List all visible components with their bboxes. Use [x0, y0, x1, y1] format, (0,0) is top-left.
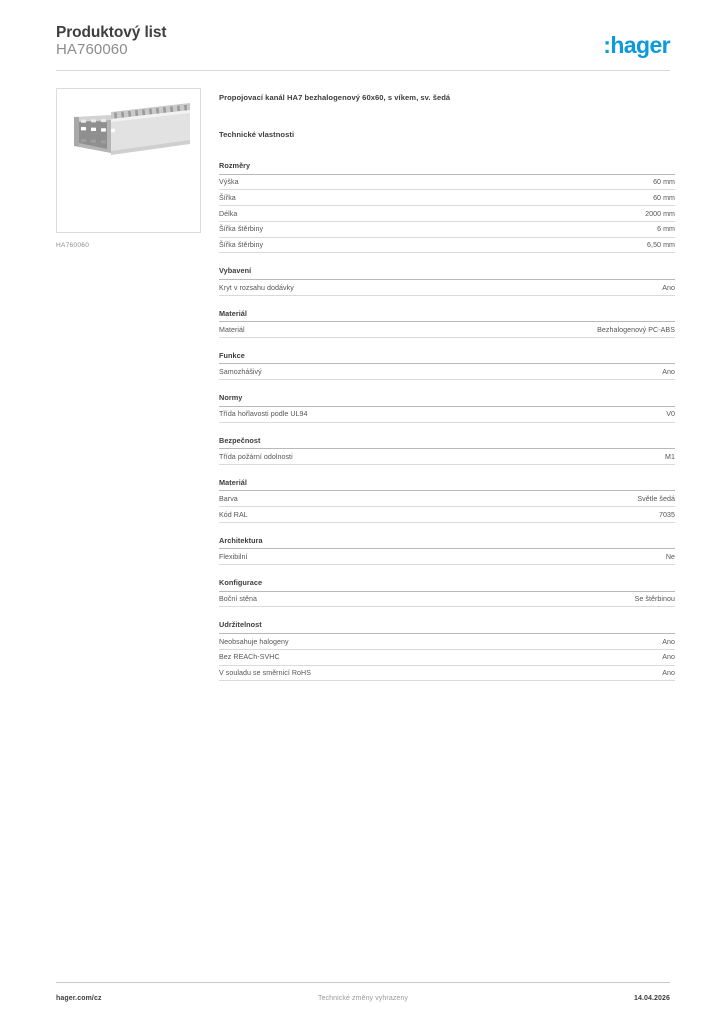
spec-section-title: Architektura [219, 536, 675, 550]
spec-row [219, 322, 675, 338]
spec-label: Třída požární odolnosti [219, 452, 293, 461]
spec-section [219, 309, 675, 338]
spec-row [219, 206, 675, 222]
footer-notice: Technické změny vyhrazeny [317, 995, 409, 1002]
spec-row [219, 175, 675, 191]
product-content [219, 92, 675, 694]
page-subtitle-reference: HA760060 [56, 41, 128, 58]
spec-section [219, 266, 675, 295]
spec-label: Šířka [219, 193, 236, 202]
spec-value: Ne [665, 552, 675, 561]
spec-label: Boční stěna [219, 595, 258, 604]
spec-row [219, 190, 675, 206]
spec-row [219, 364, 675, 380]
spec-section-title: Bezpečnost [219, 436, 675, 450]
footer-date: 14.04.2026 [633, 995, 670, 1002]
spec-value: Ano [662, 653, 675, 662]
spec-label: Délka [219, 209, 238, 218]
spec-value: 2000 mm [645, 209, 675, 218]
product-figure [56, 88, 203, 249]
spec-value: 60 mm [653, 178, 675, 187]
spec-row [219, 507, 675, 523]
spec-row [219, 407, 675, 423]
spec-label: Neobsahuje halogeny [219, 637, 289, 646]
product-name: Propojovací kanál HA7 bezhalogenový 60x60, s víkem, sv. šedá [219, 93, 451, 102]
spec-section [219, 536, 675, 565]
spec-section [219, 351, 675, 380]
spec-section [219, 578, 675, 607]
specifications-list [219, 161, 675, 681]
spec-row [219, 238, 675, 254]
spec-row [219, 280, 675, 296]
spec-label: Kryt v rozsahu dodávky [219, 283, 294, 292]
spec-label: Bez REACh-SVHC [219, 653, 280, 662]
spec-label: Barva [219, 494, 238, 503]
spec-value: Ano [662, 637, 675, 646]
spec-row [219, 449, 675, 465]
spec-value: Se štěrbinou [634, 595, 675, 604]
spec-label: Flexibilní [219, 552, 248, 561]
spec-section-title: Funkce [219, 351, 675, 365]
product-image-caption: HA760060 [56, 242, 90, 249]
spec-label: Kód RAL [219, 510, 248, 519]
product-image-frame [56, 88, 201, 233]
spec-row [219, 592, 675, 608]
spec-section-title: Materiál [219, 478, 675, 492]
spec-value: Ano [662, 669, 675, 678]
technical-characteristics-heading: Technické vlastnosti [219, 130, 295, 139]
spec-label: Šířka štěrbiny [219, 241, 264, 250]
spec-row [219, 222, 675, 238]
hager-logo: :hager [603, 32, 670, 58]
footer-website-link[interactable]: hager.com/cz [56, 995, 102, 1002]
spec-row [219, 549, 675, 565]
spec-value: Bezhalogenový PC-ABS [597, 325, 675, 334]
spec-label: Samozhášivý [219, 368, 262, 377]
spec-label: Šířka štěrbiny [219, 225, 264, 234]
spec-section-title: Udržitelnost [219, 620, 675, 634]
page-header [56, 24, 670, 70]
spec-section-title: Materiál [219, 309, 675, 323]
spec-row [219, 491, 675, 507]
spec-label: Materiál [219, 325, 245, 334]
spec-value: Světle šedá [637, 494, 675, 503]
page-title: Produktový list [56, 24, 167, 41]
spec-section-title: Rozměry [219, 161, 675, 175]
spec-row [219, 650, 675, 666]
spec-value: 6 mm [657, 225, 675, 234]
spec-section-title: Normy [219, 393, 675, 407]
spec-row [219, 634, 675, 650]
spec-value: 7035 [659, 510, 675, 519]
spec-label: Třída hořlavosti podle UL94 [219, 410, 308, 419]
spec-value: V0 [666, 410, 675, 419]
footer-divider [56, 982, 670, 983]
spec-section [219, 478, 675, 523]
spec-value: 60 mm [653, 193, 675, 202]
spec-section [219, 436, 675, 465]
spec-section [219, 620, 675, 681]
spec-label: V souladu se směrnicí RoHS [219, 669, 311, 678]
spec-row [219, 666, 675, 682]
page-footer [56, 995, 670, 1009]
spec-section-title: Konfigurace [219, 578, 675, 592]
spec-label: Výška [219, 178, 239, 187]
spec-section-title: Vybavení [219, 266, 675, 280]
spec-section [219, 161, 675, 253]
header-divider [56, 70, 670, 71]
spec-section [219, 393, 675, 422]
spec-value: M1 [665, 452, 675, 461]
spec-value: Ano [662, 368, 675, 377]
spec-value: Ano [662, 283, 675, 292]
cable-trunking-icon [57, 89, 200, 232]
spec-value: 6,50 mm [647, 241, 675, 250]
